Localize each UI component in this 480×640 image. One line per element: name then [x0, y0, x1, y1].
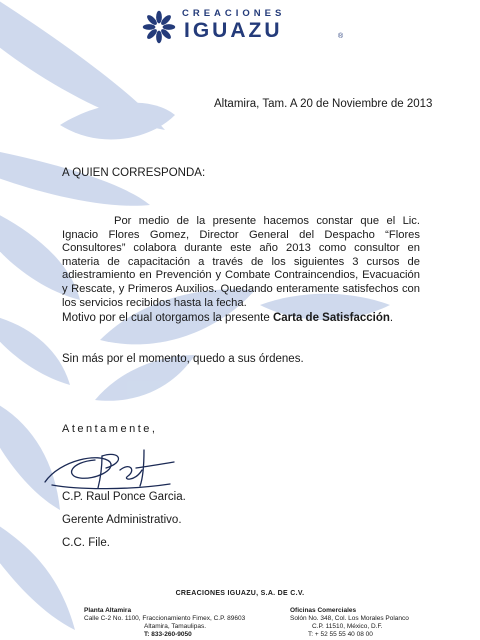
footer-right-line2: C.P. 11510, México, D.F. — [312, 623, 383, 630]
letter-date: Altamira, Tam. A 20 de Noviembre de 2013 — [214, 98, 433, 110]
signer-title: Gerente Administrativo. — [62, 514, 182, 526]
brand-top-text: CREACIONES — [182, 8, 286, 19]
footer-left-address — [84, 607, 245, 639]
motivo-bold: Carta de Satisfacción — [272, 312, 390, 324]
footer-left-line1: Calle C-2 No. 1100, Fraccionamiento Fimex, C.P. 89603 — [84, 615, 246, 622]
motivo-prefix: Motivo por el cual otorgamos la presente — [62, 312, 273, 324]
footer-right-address — [290, 607, 409, 639]
footer-left-heading: Planta Altamira — [84, 607, 132, 614]
flower-logo-icon — [141, 9, 177, 45]
signer-name: C.P. Raul Ponce Garcia. — [62, 491, 186, 503]
body-paragraph-text: Por medio de la presente hacemos constar que el Lic. Ignacio Flores Gomez, Director General del Despacho “Flores Consultores” colabora durante este año 2013 como consultor en materia de capacitación a través de los siguientes 3 cursos de adiestramiento en Prevención y Combate Contraincendios, Evacuación y Rescate, y Primeros Auxilios. Quedando enteramente satisfechos con los servicios recibidos hasta la fecha. — [62, 215, 420, 309]
footer-right-line1: Solón No. 348, Col. Los Morales Polanco — [290, 615, 409, 622]
footer-right-phone: T: + 52 55 55 40 08 00 — [308, 631, 373, 638]
footer-left-line2: Altamira, Tamaulipas. — [144, 623, 207, 630]
footer-company: CREACIONES IGUAZU, S.A. DE C.V. — [175, 590, 305, 597]
motivo-line — [62, 312, 393, 324]
closing-line: Sin más por el momento, quedo a sus órdenes. — [62, 353, 304, 365]
motivo-suffix: . — [389, 312, 394, 324]
regards: Atentamente, — [62, 423, 158, 435]
cc-line: C.C. File. — [62, 537, 110, 549]
body-paragraph — [62, 215, 420, 310]
footer-left-phone: T: 833-260-9050 — [144, 631, 192, 638]
registered-mark: ® — [338, 33, 344, 40]
salutation: A QUIEN CORRESPONDA: — [62, 167, 206, 179]
footer-right-heading: Oficinas Comerciales — [290, 607, 357, 614]
brand-main-text: IGUAZU — [184, 19, 283, 42]
